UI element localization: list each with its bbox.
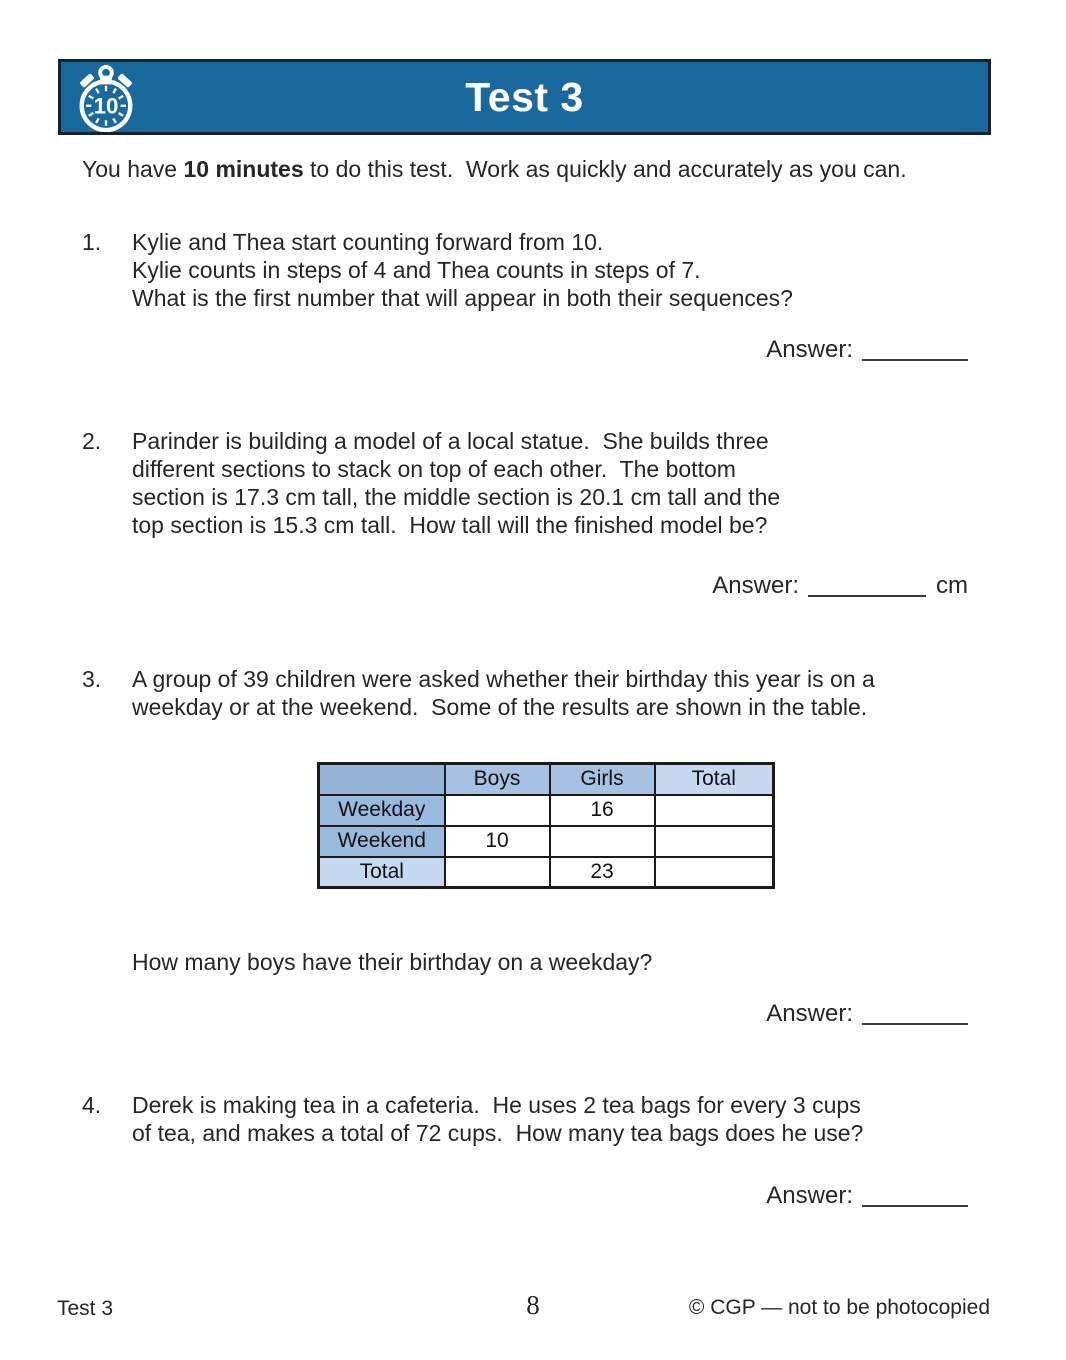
question-1-text — [132, 228, 793, 312]
results-table — [317, 762, 775, 889]
question-1-number: 1. — [82, 229, 102, 255]
instruction-text — [82, 156, 907, 183]
question-line: Parinder is building a model of a local statue. She builds three — [132, 428, 769, 454]
table-rowlabel-weekend: Weekend — [319, 826, 445, 857]
stopwatch-icon — [71, 64, 141, 132]
table-header-boys: Boys — [445, 764, 550, 795]
table-cell-weekend-boys: 10 — [445, 826, 550, 857]
question-3-number: 3. — [82, 666, 102, 692]
answer-row-3 — [766, 1000, 968, 1028]
question-line: section is 17.3 cm tall, the middle section is 20.1 cm tall and the — [132, 484, 781, 510]
question-2 — [82, 427, 780, 539]
answer-blank-1 — [862, 357, 968, 361]
table-row-total — [319, 857, 774, 888]
table-rowlabel-weekday: Weekday — [319, 795, 445, 826]
answer-row-4 — [766, 1182, 968, 1210]
table-row-weekday — [319, 795, 774, 826]
footer-copyright: © CGP — not to be photocopied — [688, 1296, 990, 1319]
table-cell-weekday-boys — [445, 795, 550, 826]
question-line: Kylie and Thea start counting forward from 10. — [132, 229, 604, 255]
answer-blank-3 — [862, 1021, 968, 1025]
question-line: Derek is making tea in a cafeteria. He uses 2 tea bags for every 3 cups — [132, 1092, 861, 1118]
table-cell-total-total — [655, 857, 774, 888]
footer-test-label: Test 3 — [57, 1297, 114, 1320]
page-title: Test 3 — [465, 73, 584, 120]
question-3 — [82, 665, 875, 721]
footer-page-number: 8 — [526, 1290, 540, 1320]
table-cell-weekend-total — [655, 826, 774, 857]
table-header-total: Total — [655, 764, 774, 795]
table-row-weekend — [319, 826, 774, 857]
table-header-row — [319, 764, 774, 795]
test-header-bar — [58, 59, 991, 135]
question-3-followup: How many boys have their birthday on a weekday? — [132, 949, 653, 975]
answer-label: Answer: — [766, 1000, 853, 1027]
table-cell-weekday-girls: 16 — [550, 795, 655, 826]
table-rowlabel-total: Total — [319, 857, 445, 888]
question-line: weekday or at the weekend. Some of the results are shown in the table. — [132, 694, 868, 720]
answer-row-1 — [766, 336, 968, 364]
stopwatch-minutes: 10 — [93, 93, 119, 119]
question-4 — [82, 1091, 863, 1147]
question-line: different sections to stack on top of each other. The bottom — [132, 456, 736, 482]
answer-label: Answer: — [712, 572, 799, 599]
instruction-prefix: You have — [82, 156, 184, 182]
instruction-suffix: to do this test. Work as quickly and accurately as you can. — [303, 156, 907, 182]
table-header-girls: Girls — [550, 764, 655, 795]
answer-blank-2 — [808, 593, 926, 597]
question-3-text — [132, 665, 875, 721]
table-cell-weekday-total — [655, 795, 774, 826]
question-line: A group of 39 children were asked whether their birthday this year is on a — [132, 666, 875, 692]
answer-label: Answer: — [766, 1182, 853, 1209]
question-line: Kylie counts in steps of 4 and Thea counts in steps of 7. — [132, 257, 701, 283]
question-2-number: 2. — [82, 428, 102, 454]
question-1 — [82, 228, 793, 312]
answer-unit-cm: cm — [936, 572, 968, 599]
table-cell-total-girls: 23 — [550, 857, 655, 888]
table-cell-total-boys — [445, 857, 550, 888]
answer-row-2 — [712, 572, 968, 600]
question-2-text — [132, 427, 780, 539]
instruction-bold: 10 minutes — [183, 156, 304, 182]
question-4-number: 4. — [82, 1092, 102, 1118]
answer-blank-4 — [862, 1203, 968, 1207]
table-cell-weekend-girls — [550, 826, 655, 857]
question-4-text — [132, 1091, 863, 1147]
question-line: top section is 15.3 cm tall. How tall will the finished model be? — [132, 512, 768, 538]
answer-label: Answer: — [766, 336, 853, 363]
question-line: What is the first number that will appear in both their sequences? — [132, 285, 793, 311]
question-line: of tea, and makes a total of 72 cups. How many tea bags does he use? — [132, 1120, 864, 1146]
table-corner-cell — [319, 764, 445, 795]
